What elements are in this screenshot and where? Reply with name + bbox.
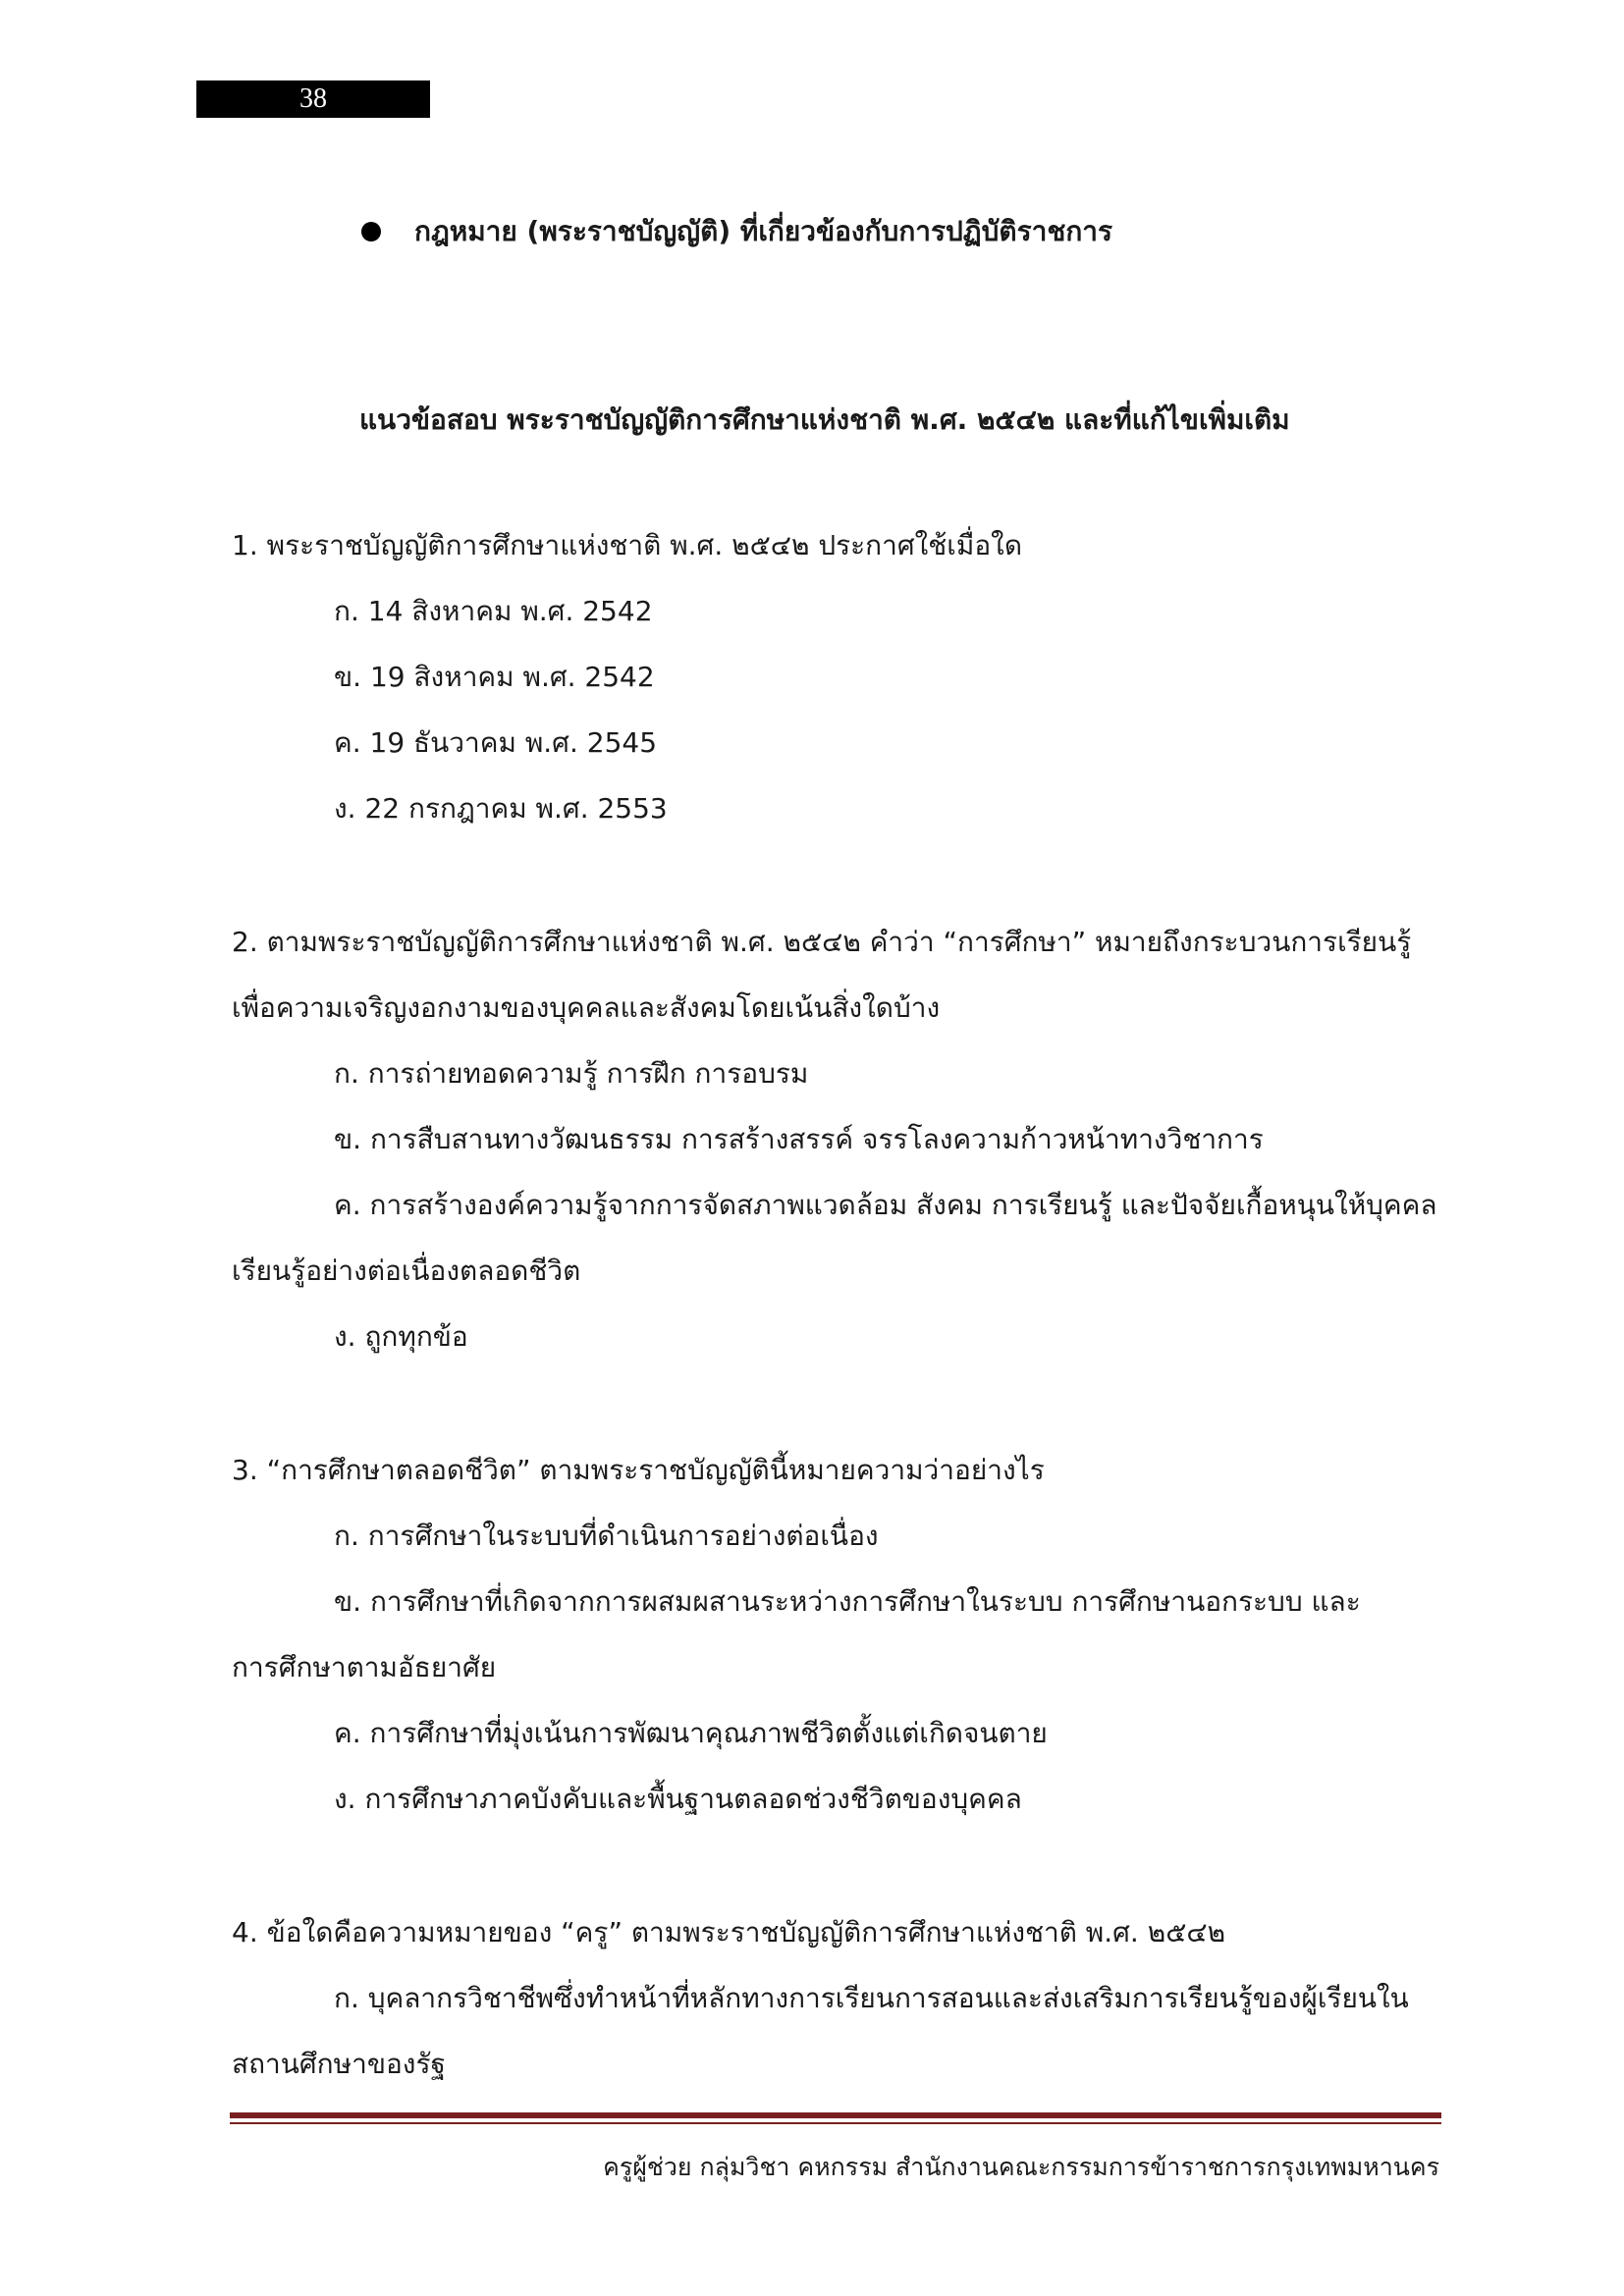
question-3-option-b: ข. การศึกษาที่เกิดจากการผสมผสานระหว่างการศึกษาในระบบ การศึกษานอกระบบ และ bbox=[334, 1585, 1361, 1618]
question-2-option-c: ค. การสร้างองค์ความรู้จากการจัดสภาพแวดล้อม สังคม การเรียนรู้ และปัจจัยเกื้อหนุนให้บุคคล bbox=[334, 1189, 1437, 1221]
question-1-option-c: ค. 19 ธันวาคม พ.ศ. 2545 bbox=[334, 726, 658, 759]
bullet-icon bbox=[361, 222, 381, 241]
page-number: 38 bbox=[196, 80, 430, 118]
footer-text: ครูผู้ช่วย กลุ่มวิชา คหกรรม สำนักงานคณะกรรมการข้าราชการกรุงเทพมหานคร bbox=[603, 2153, 1439, 2181]
question-2-option-a: ก. การถ่ายทอดความรู้ การฝึก การอบรม bbox=[334, 1057, 809, 1090]
question-3-option-c: ค. การศึกษาที่มุ่งเน้นการพัฒนาคุณภาพชีวิตตั้งแต่เกิดจนตาย bbox=[334, 1717, 1048, 1749]
question-2: 2. ตามพระราชบัญญัติการศึกษาแห่งชาติ พ.ศ. ๒๕๔๒ คำว่า “การศึกษา” หมายถึงกระบวนการเรียนรู้ bbox=[232, 926, 1412, 958]
question-3-option-a: ก. การศึกษาในระบบที่ดำเนินการอย่างต่อเนื่อง bbox=[334, 1520, 879, 1552]
question-4-option-a: ก. บุคลากรวิชาชีพซึ่งทำหน้าที่หลักทางการเรียนการสอนและส่งเสริมการเรียนรู้ของผู้เรียนใน bbox=[334, 1982, 1409, 2014]
question-1: 1. พระราชบัญญัติการศึกษาแห่งชาติ พ.ศ. ๒๕๔๒ ประกาศใช้เมื่อใด bbox=[232, 529, 1022, 561]
question-3-option-b-continued: การศึกษาตามอัธยาศัย bbox=[232, 1651, 497, 1683]
question-2-continued: เพื่อความเจริญงอกงามของบุคคลและสังคมโดยเน้นสิ่งใดบ้าง bbox=[232, 991, 941, 1024]
footer-rule-thin bbox=[230, 2122, 1441, 2124]
question-3: 3. “การศึกษาตลอดชีวิต” ตามพระราชบัญญัตินี้หมายความว่าอย่างไร bbox=[232, 1454, 1045, 1486]
question-1-option-d: ง. 22 กรกฎาคม พ.ศ. 2553 bbox=[334, 792, 668, 825]
question-1-option-b: ข. 19 สิงหาคม พ.ศ. 2542 bbox=[334, 661, 655, 693]
section-heading-text: กฎหมาย (พระราชบัญญัติ) ที่เกี่ยวข้องกับการปฏิบัติราชการ bbox=[414, 215, 1113, 247]
question-2-option-b: ข. การสืบสานทางวัฒนธรรม การสร้างสรรค์ จรรโลงความก้าวหน้าทางวิชาการ bbox=[334, 1123, 1264, 1155]
footer-rule bbox=[230, 2112, 1441, 2118]
page-title: แนวข้อสอบ พระราชบัญญัติการศึกษาแห่งชาติ พ.ศ. ๒๕๔๒ และที่แก้ไขเพิ่มเติม bbox=[359, 403, 1290, 436]
question-2-option-c-continued: เรียนรู้อย่างต่อเนื่องตลอดชีวิต bbox=[232, 1255, 581, 1287]
section-heading bbox=[361, 210, 1112, 253]
question-3-option-d: ง. การศึกษาภาคบังคับและพื้นฐานตลอดช่วงชีวิตของบุคคล bbox=[334, 1783, 1022, 1815]
question-1-option-a: ก. 14 สิงหาคม พ.ศ. 2542 bbox=[334, 595, 653, 627]
question-4: 4. ข้อใดคือความหมายของ “ครู” ตามพระราชบัญญัติการศึกษาแห่งชาติ พ.ศ. ๒๕๔๒ bbox=[232, 1916, 1226, 1949]
question-2-option-d: ง. ถูกทุกข้อ bbox=[334, 1320, 468, 1353]
question-4-option-a-continued: สถานศึกษาของรัฐ bbox=[232, 2048, 446, 2080]
